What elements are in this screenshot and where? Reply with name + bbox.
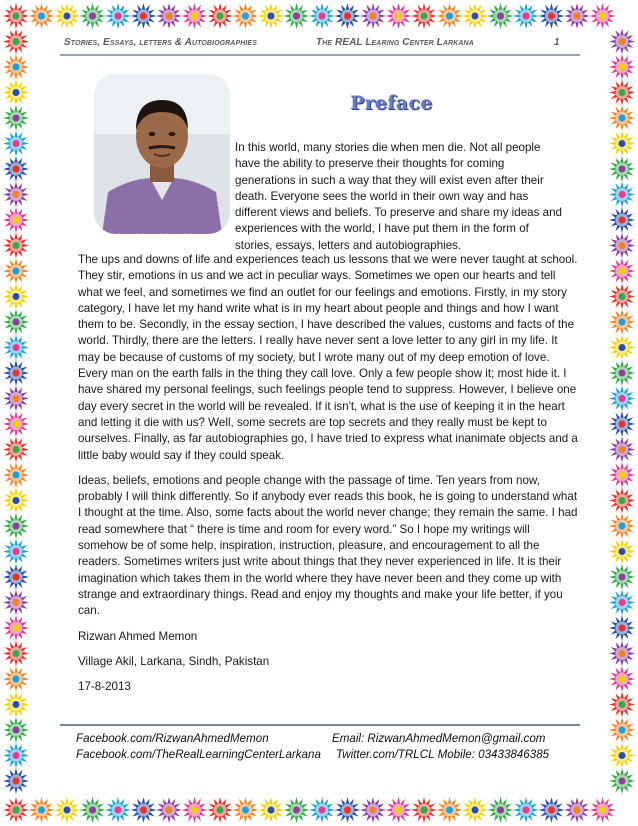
border-star-icon [609,539,635,565]
border-star-icon [609,80,635,106]
border-star-icon [131,3,157,29]
footer-twitter-mobile: Twitter.com/TRLCL Mobile: 03433846385 [336,748,550,761]
author-portrait-icon [94,74,230,234]
border-star-icon [284,797,310,823]
border-star-icon [437,3,463,29]
border-star-icon [335,3,361,29]
border-star-icon [609,437,635,463]
border-star-icon [335,797,361,823]
border-star-icon [3,131,29,157]
body-paragraph-2: Ideas, beliefs, emotions and people change with the passage of time. Ten years from now, probably I will think differently. So if anybody ever reads this book, he is going to understand what I thought at the time. Also, some facts about the world never change; they remain the same. I had read somewhere that “ there is time and room for every word.” So I hope my writings will somehow be of some help, inspiration, instruction, pleasure, and encouragement to all the readers. Sometimes writers just write about things that they never experienced in life. It is their imagination which takes them in the world where they have never been and they come up with strange and extraordinary things. Read and enjoy my thoughts and make your life better, if you can. [78,473,578,618]
border-star-icon [3,156,29,182]
header-divider [60,54,580,56]
border-star-icon [3,80,29,106]
border-star-icon [3,768,29,794]
border-star-icon [609,207,635,233]
border-star-icon [309,797,335,823]
document-page [60,30,580,790]
border-star-icon [29,797,55,823]
border-star-icon [207,3,233,29]
border-star-icon [609,360,635,386]
border-star-icon [3,386,29,412]
border-star-icon [462,3,488,29]
border-star-icon [3,411,29,437]
border-star-icon [233,797,259,823]
border-star-icon [258,797,284,823]
border-star-icon [564,3,590,29]
border-star-icon [609,615,635,641]
author-address: Village Akil, Larkana, Sindh, Pakistan [78,654,270,668]
page-number: 1 [554,37,560,48]
border-star-icon [609,105,635,131]
border-star-icon [609,590,635,616]
border-star-icon [105,797,131,823]
border-star-icon [309,3,335,29]
border-star-icon [105,3,131,29]
border-star-icon [609,258,635,284]
author-photo [94,74,230,234]
border-star-icon [3,743,29,769]
footer-email: Email: RizwanAhmedMemon@gmail.com [332,732,546,745]
border-star-icon [609,513,635,539]
border-star-icon [156,3,182,29]
border-star-icon [609,768,635,794]
header-organization: The REAL Learing Center Larkana [316,37,474,48]
border-star-icon [3,488,29,514]
border-star-icon [488,797,514,823]
border-star-icon [609,386,635,412]
border-star-icon [54,3,80,29]
border-star-icon [609,131,635,157]
header-book-title: Stories, Essays, letters & Autobiographies [64,37,257,48]
body-paragraph-1: The ups and downs of life and experiences teach us lessons that we were never taught at school. They stir, emotions in us and we act in peculiar ways. Sometimes we open our hearts and tell what we feel, and sometimes we find an outlet for our feelings and emotions. Firstly, in my story category, I have let my hand write what is in my heart about people and things and how I want them to be. Secondly, in the essay section, I have described the values, customs and facts of the world. Thirdly, there are the letters. I really have never sent a love letter to any girl in my life. It may be because of customs of my society, but I wrote many out of my deep emotion of love. Every man on the earth falls in the thing they call love. Only a few people show it; most hide it. I have shared my personal feelings, such feelings people tend to suppress. However, I believe one day every secret in the world will be revealed. If it isn't, what is the use of keeping it in the heart and letting it die with us? Well, some secrets are top secrets and they really must be kept to ourselves. Finally, as far autobiographies go, I have tried to express what inanimate objects and a little baby would say if they could speak. [78,253,578,462]
border-star-icon [609,182,635,208]
border-star-icon [156,797,182,823]
border-star-icon [3,258,29,284]
border-star-icon [207,797,233,823]
border-star-icon [3,797,29,823]
border-star-icon [609,717,635,743]
border-star-icon [609,641,635,667]
border-star-icon [3,539,29,565]
border-star-icon [3,564,29,590]
border-star-icon [258,3,284,29]
border-star-icon [182,797,208,823]
footer-facebook-personal: Facebook.com/RizwanAhmedMemon [76,732,269,745]
border-star-icon [3,513,29,539]
border-star-icon [609,462,635,488]
intro-paragraph: In this world, many stories die when men die. Not all people have the ability to preserve their thoughts for coming generations in such a way that they will exist even after their death. Everyone sees the world in their own way and has different views and beliefs. To preserve and share my ideas and experiences with the world, I have put them in the form of stories, essays, letters and autobiographies. [235,141,562,252]
border-star-icon [3,692,29,718]
border-star-icon [488,3,514,29]
border-star-icon [3,182,29,208]
border-star-icon [609,335,635,361]
border-star-icon [3,641,29,667]
border-star-icon [3,590,29,616]
border-star-icon [590,797,616,823]
border-star-icon [462,797,488,823]
border-star-icon [3,360,29,386]
border-star-icon [386,797,412,823]
border-star-icon [233,3,259,29]
border-star-icon [284,3,310,29]
border-star-icon [182,3,208,29]
border-star-icon [80,3,106,29]
border-star-icon [609,284,635,310]
border-star-icon [80,797,106,823]
border-star-icon [3,54,29,80]
signature-date: 17-8-2013 [78,680,131,694]
border-star-icon [564,797,590,823]
border-star-icon [609,233,635,259]
footer-facebook-page: Facebook.com/TheRealLearningCenterLarkana [76,748,321,761]
border-star-icon [3,309,29,335]
border-star-icon [539,3,565,29]
border-star-icon [3,335,29,361]
border-star-icon [609,564,635,590]
border-star-icon [360,797,386,823]
border-star-icon [539,797,565,823]
footer-divider [60,724,580,726]
border-star-icon [3,233,29,259]
border-star-icon [609,743,635,769]
border-star-icon [609,309,635,335]
border-star-icon [609,488,635,514]
border-star-icon [609,411,635,437]
border-star-icon [3,717,29,743]
border-star-icon [3,3,29,29]
border-star-icon [131,797,157,823]
border-star-icon [3,462,29,488]
border-star-icon [411,797,437,823]
border-star-icon [609,666,635,692]
border-star-icon [3,207,29,233]
border-star-icon [360,3,386,29]
border-star-icon [3,105,29,131]
border-star-icon [3,284,29,310]
border-star-icon [54,797,80,823]
border-star-icon [29,3,55,29]
border-star-icon [513,3,539,29]
border-star-icon [3,29,29,55]
preface-title: Preface [350,92,433,114]
border-star-icon [437,797,463,823]
border-star-icon [609,692,635,718]
border-star-icon [609,156,635,182]
border-star-icon [3,437,29,463]
border-star-icon [3,615,29,641]
border-star-icon [3,666,29,692]
author-name: Rizwan Ahmed Memon [78,629,198,643]
border-star-icon [590,3,616,29]
border-star-icon [386,3,412,29]
border-star-icon [513,797,539,823]
border-star-icon [411,3,437,29]
border-star-icon [609,29,635,55]
border-star-icon [609,54,635,80]
preface-body [78,252,578,704]
